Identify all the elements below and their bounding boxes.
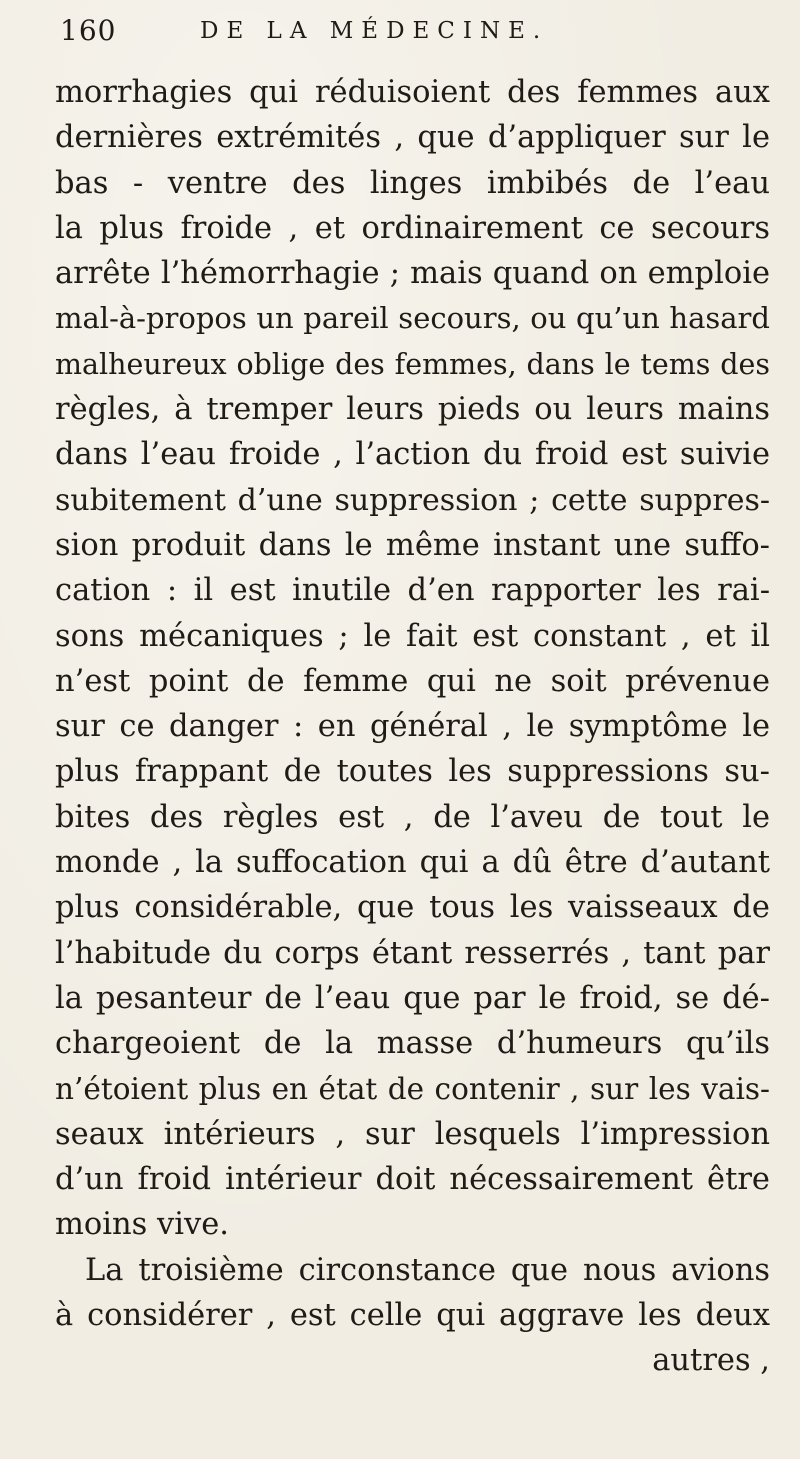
text-line: seaux intérieurs , sur lesquels l’impression bbox=[55, 1116, 770, 1152]
text-line: bites des règles est , de l’aveu de tout le bbox=[55, 799, 770, 835]
text-line: à considérer , est celle qui aggrave les deux bbox=[55, 1298, 770, 1334]
text-line: règles, à tremper leurs pieds ou leurs mains bbox=[55, 392, 770, 428]
text-line: monde , la suffocation qui a dû être d’autant bbox=[55, 845, 770, 881]
text-line: dernières extrémités , que d’appliquer sur le bbox=[55, 120, 770, 156]
text-line: n’est point de femme qui ne soit prévenue bbox=[55, 663, 770, 699]
text-line: la plus froide , et ordinairement ce secours bbox=[55, 210, 770, 246]
text-line: sion produit dans le même instant une suffo- bbox=[55, 527, 770, 563]
page-header bbox=[60, 8, 760, 60]
text-line: d’un froid intérieur doit nécessairement être bbox=[55, 1162, 770, 1198]
text-line: cation : il est inutile d’en rapporter les rai- bbox=[55, 573, 770, 609]
text-line: la pesanteur de l’eau que par le froid, se dé- bbox=[55, 980, 770, 1016]
text-line: malheureux oblige des femmes, dans le tems des bbox=[55, 347, 770, 381]
catchword: autres , bbox=[652, 1343, 770, 1379]
text-line: morrhagies qui réduisoient des femmes aux bbox=[55, 75, 770, 110]
text-line: arrête l’hémorrhagie ; mais quand on emploie bbox=[55, 256, 770, 292]
text-line: bas - ventre des linges imbibés de l’eau bbox=[55, 165, 770, 201]
text-line: moins vive. bbox=[55, 1207, 229, 1243]
text-line: plus considérable, que tous les vaisseaux de bbox=[55, 890, 770, 926]
text-line: n’étoient plus en état de contenir , sur les vais- bbox=[55, 1071, 770, 1106]
text-line: l’habitude du corps étant resserrés , tant par bbox=[55, 935, 770, 971]
text-line: chargeoient de la masse d’humeurs qu’ils bbox=[55, 1026, 770, 1062]
text-line: La troisième circonstance que nous avions bbox=[85, 1252, 770, 1288]
body-text bbox=[55, 70, 770, 1384]
running-title: DE LA MÉDECINE. bbox=[200, 18, 549, 44]
text-line: dans l’eau froide , l’action du froid est suivie bbox=[55, 437, 770, 473]
page-number: 160 bbox=[60, 14, 117, 47]
text-line: sur ce danger : en général , le symptôme le bbox=[55, 709, 770, 745]
text-line: sons mécaniques ; le fait est constant , et il bbox=[55, 618, 770, 654]
text-line: subitement d’une suppression ; cette suppres- bbox=[55, 482, 770, 518]
text-line: mal-à-propos un pareil secours, ou qu’un hasard bbox=[55, 301, 770, 336]
text-line: plus frappant de toutes les suppressions su- bbox=[55, 754, 770, 790]
